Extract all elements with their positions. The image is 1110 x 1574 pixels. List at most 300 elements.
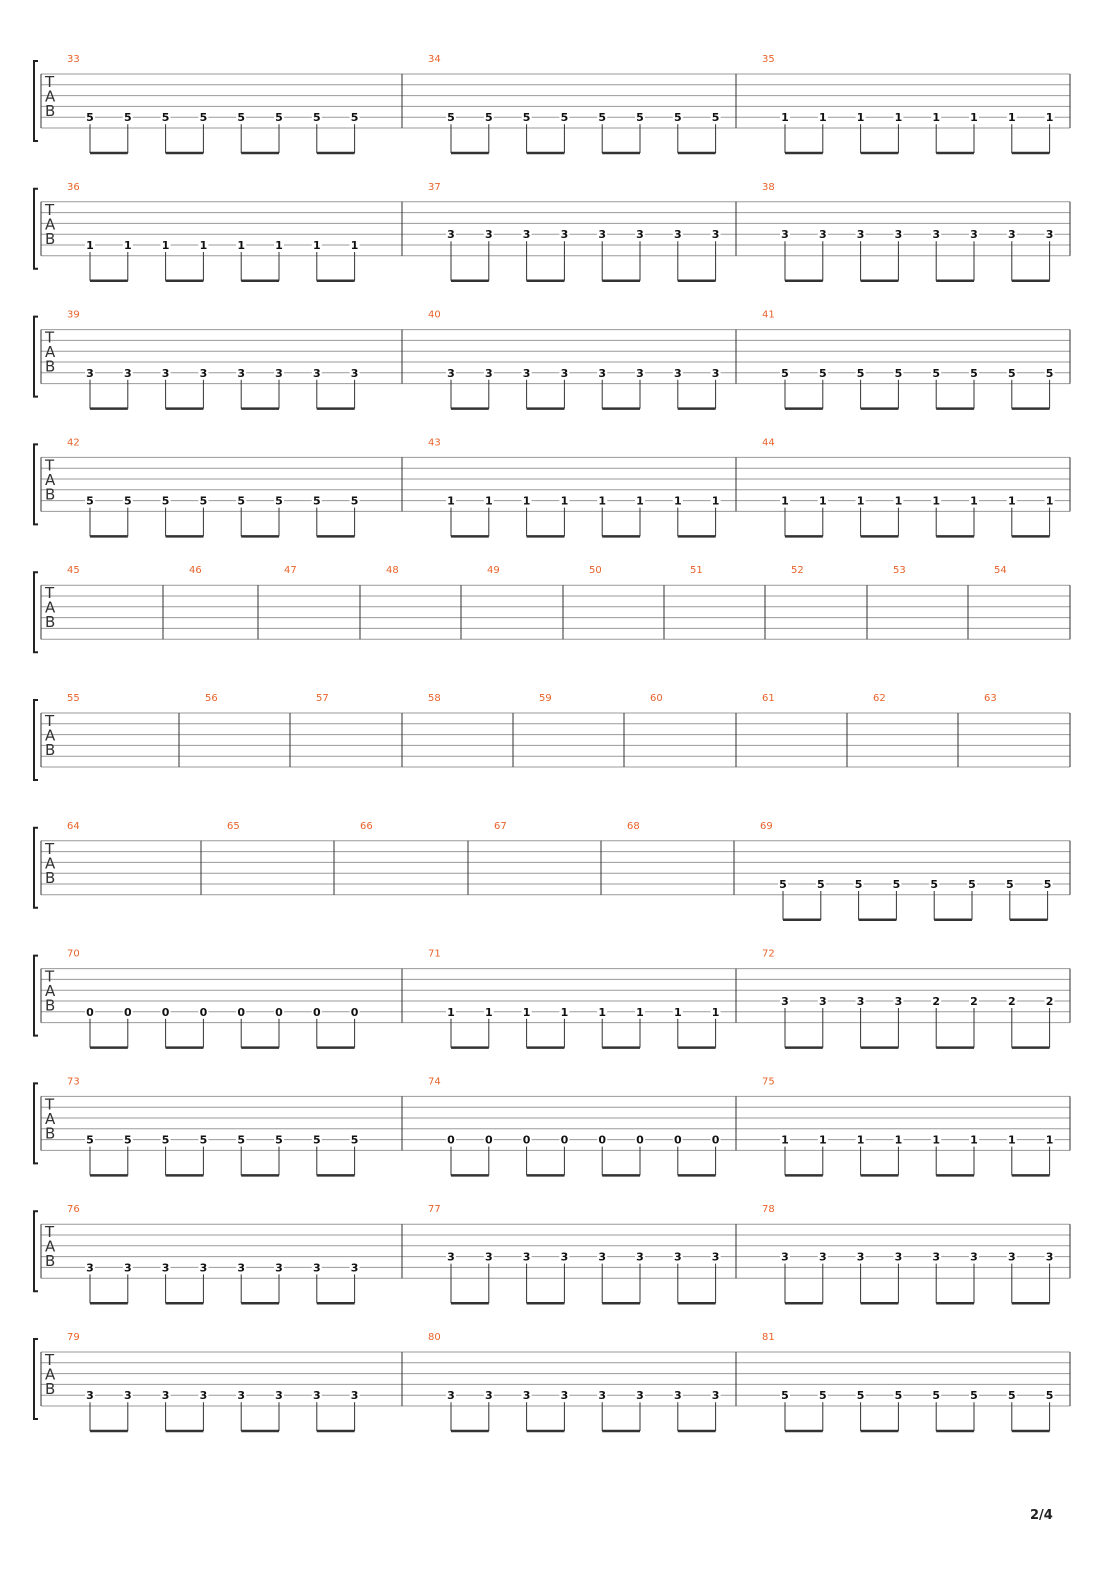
fret-number: 5 bbox=[711, 111, 720, 125]
fret-number: 1 bbox=[894, 111, 903, 125]
fret-number: 5 bbox=[818, 1389, 827, 1403]
fret-number: 1 bbox=[86, 239, 94, 252]
measure-number: 47 bbox=[284, 565, 297, 577]
tab-clef-letter: A bbox=[45, 598, 56, 617]
measure-number: 75 bbox=[762, 1076, 775, 1088]
tab-clef-letter: A bbox=[45, 1237, 56, 1256]
fret-number: 5 bbox=[779, 878, 787, 891]
fret-number: 1 bbox=[560, 494, 569, 508]
fret-number: 0 bbox=[161, 1005, 170, 1019]
fret-number: 3 bbox=[522, 1250, 531, 1264]
fret-number: 5 bbox=[856, 1389, 865, 1403]
tab-clef-letter: A bbox=[45, 726, 56, 745]
fret-number: 1 bbox=[522, 494, 531, 508]
tab-clef-letter: B bbox=[45, 357, 56, 376]
fret-number: 3 bbox=[598, 366, 607, 380]
fret-number: 1 bbox=[894, 494, 903, 508]
fret-number: 1 bbox=[818, 1133, 827, 1147]
fret-number: 5 bbox=[350, 494, 359, 508]
measure-number: 56 bbox=[205, 693, 218, 704]
fret-number: 1 bbox=[598, 494, 607, 508]
fret-number: 2 bbox=[932, 995, 941, 1008]
measure-number: 55 bbox=[67, 693, 80, 704]
measure-number: 41 bbox=[762, 309, 775, 321]
measure-number: 39 bbox=[67, 309, 80, 321]
measure-number: 66 bbox=[360, 820, 373, 832]
fret-number: 0 bbox=[673, 1133, 682, 1147]
fret-number: 3 bbox=[1007, 228, 1016, 242]
fret-number: 1 bbox=[161, 239, 170, 252]
fret-number: 5 bbox=[1007, 1389, 1016, 1403]
fret-number: 3 bbox=[636, 1389, 644, 1403]
measure-number: 74 bbox=[428, 1076, 441, 1088]
fret-number: 1 bbox=[673, 1005, 682, 1019]
measure-number: 70 bbox=[67, 948, 80, 960]
tab-clef-letter: A bbox=[45, 1109, 56, 1128]
fret-number: 3 bbox=[312, 1389, 321, 1403]
fret-number: 1 bbox=[237, 239, 246, 252]
system-brace bbox=[34, 444, 38, 524]
fret-number: 5 bbox=[161, 494, 170, 508]
fret-number: 3 bbox=[781, 995, 789, 1008]
fret-number: 3 bbox=[161, 1389, 170, 1403]
measure-number: 37 bbox=[428, 181, 441, 193]
measure-number: 53 bbox=[893, 565, 906, 577]
measure-number: 38 bbox=[762, 181, 775, 193]
fret-number: 3 bbox=[199, 1261, 208, 1275]
fret-number: 3 bbox=[312, 366, 321, 380]
fret-number: 5 bbox=[86, 494, 94, 508]
tab-clef-letter: B bbox=[45, 613, 56, 632]
fret-number: 3 bbox=[275, 1389, 283, 1403]
fret-number: 1 bbox=[1007, 1133, 1016, 1147]
fret-number: 3 bbox=[711, 1389, 720, 1403]
tab-clef-letter: T bbox=[45, 712, 55, 730]
measure-number: 67 bbox=[494, 820, 507, 832]
tab-clef-letter: A bbox=[45, 215, 56, 234]
fret-number: 1 bbox=[970, 111, 978, 125]
fret-number: 1 bbox=[781, 1133, 789, 1147]
fret-number: 0 bbox=[598, 1133, 607, 1147]
fret-number: 3 bbox=[1045, 1250, 1054, 1264]
fret-number: 1 bbox=[932, 494, 941, 508]
system-brace bbox=[34, 956, 38, 1036]
fret-number: 1 bbox=[350, 239, 359, 252]
fret-number: 1 bbox=[932, 1133, 941, 1147]
fret-number: 3 bbox=[123, 1261, 132, 1275]
fret-number: 3 bbox=[275, 366, 283, 380]
fret-number: 0 bbox=[86, 1005, 94, 1019]
tab-clef-letter: B bbox=[45, 868, 56, 887]
fret-number: 5 bbox=[312, 1133, 321, 1147]
fret-number: 5 bbox=[781, 366, 789, 380]
fret-number: 1 bbox=[1007, 494, 1016, 508]
fret-number: 5 bbox=[123, 1133, 132, 1147]
fret-number: 3 bbox=[636, 366, 644, 380]
fret-number: 5 bbox=[237, 111, 246, 125]
tab-clef-letter: B bbox=[45, 996, 56, 1015]
tab-clef-letter: B bbox=[45, 1380, 56, 1398]
fret-number: 3 bbox=[711, 1250, 720, 1264]
fret-number: 0 bbox=[636, 1133, 644, 1147]
fret-number: 5 bbox=[816, 878, 825, 891]
fret-number: 3 bbox=[673, 1389, 682, 1403]
fret-number: 1 bbox=[856, 1133, 865, 1147]
fret-number: 5 bbox=[312, 111, 321, 125]
fret-number: 5 bbox=[86, 111, 94, 125]
tab-clef-letter: T bbox=[45, 456, 55, 475]
fret-number: 5 bbox=[1007, 366, 1016, 380]
measure-number: 44 bbox=[762, 437, 775, 449]
fret-number: 1 bbox=[447, 1005, 455, 1019]
fret-number: 5 bbox=[522, 111, 531, 125]
tab-clef-letter: T bbox=[45, 1223, 55, 1242]
system-brace bbox=[34, 1339, 38, 1419]
measure-number: 40 bbox=[428, 309, 441, 321]
fret-number: 3 bbox=[781, 1250, 789, 1264]
fret-number: 0 bbox=[312, 1005, 321, 1019]
measure-number: 76 bbox=[67, 1204, 80, 1216]
fret-number: 3 bbox=[818, 995, 827, 1008]
fret-number: 3 bbox=[522, 1389, 531, 1403]
fret-number: 3 bbox=[161, 366, 170, 380]
measure-number: 51 bbox=[690, 565, 703, 577]
fret-number: 5 bbox=[970, 366, 978, 380]
fret-number: 3 bbox=[237, 366, 246, 380]
system-brace bbox=[34, 61, 38, 141]
fret-number: 0 bbox=[350, 1005, 359, 1019]
fret-number: 5 bbox=[968, 878, 976, 891]
fret-number: 3 bbox=[673, 228, 682, 242]
measure-number: 49 bbox=[487, 565, 500, 577]
measure-number: 43 bbox=[428, 437, 441, 449]
fret-number: 5 bbox=[447, 111, 455, 125]
fret-number: 3 bbox=[447, 1250, 455, 1264]
fret-number: 5 bbox=[894, 366, 903, 380]
fret-number: 3 bbox=[894, 1250, 903, 1264]
fret-number: 1 bbox=[818, 111, 827, 125]
fret-number: 1 bbox=[636, 494, 644, 508]
tab-system bbox=[34, 1332, 1070, 1431]
fret-number: 5 bbox=[199, 494, 208, 508]
fret-number: 3 bbox=[1045, 228, 1054, 242]
tab-clef-letter: A bbox=[45, 1365, 56, 1384]
fret-number: 3 bbox=[447, 1389, 455, 1403]
fret-number: 3 bbox=[350, 366, 359, 380]
fret-number: 5 bbox=[86, 1133, 94, 1147]
fret-number: 3 bbox=[598, 1389, 607, 1403]
measure-number: 54 bbox=[994, 565, 1007, 577]
tab-system bbox=[34, 1076, 1070, 1175]
fret-number: 3 bbox=[522, 228, 531, 242]
fret-number: 1 bbox=[484, 494, 493, 508]
fret-number: 0 bbox=[484, 1133, 493, 1147]
fret-number: 3 bbox=[560, 366, 569, 380]
fret-number: 1 bbox=[970, 1133, 978, 1147]
fret-number: 5 bbox=[854, 878, 863, 891]
fret-number: 3 bbox=[484, 1389, 493, 1403]
fret-number: 0 bbox=[237, 1005, 246, 1019]
fret-number: 1 bbox=[818, 494, 827, 508]
tab-clef-letter: B bbox=[45, 741, 56, 759]
tab-system bbox=[34, 949, 1070, 1048]
fret-number: 0 bbox=[711, 1133, 720, 1147]
fret-number: 3 bbox=[894, 228, 903, 242]
measure-number: 36 bbox=[67, 181, 80, 193]
fret-number: 3 bbox=[275, 1261, 283, 1275]
system-brace bbox=[34, 1211, 38, 1291]
measure-number: 68 bbox=[627, 820, 640, 832]
system-brace bbox=[34, 700, 38, 780]
fret-number: 1 bbox=[1045, 494, 1054, 508]
fret-number: 1 bbox=[312, 239, 321, 252]
measure-number: 59 bbox=[539, 693, 552, 704]
measure-number: 72 bbox=[762, 948, 775, 960]
tab-system bbox=[34, 821, 1070, 920]
fret-number: 3 bbox=[237, 1389, 246, 1403]
tab-clef-letter: A bbox=[45, 343, 56, 362]
fret-number: 5 bbox=[673, 111, 682, 125]
fret-number: 5 bbox=[598, 111, 607, 125]
tab-clef-letter: A bbox=[45, 470, 56, 489]
measure-number: 80 bbox=[428, 1332, 441, 1343]
fret-number: 3 bbox=[970, 1250, 978, 1264]
tab-clef-letter: T bbox=[45, 73, 55, 91]
fret-number: 5 bbox=[636, 111, 644, 125]
fret-number: 3 bbox=[522, 366, 531, 380]
fret-number: 1 bbox=[484, 1005, 493, 1019]
fret-number: 3 bbox=[312, 1261, 321, 1275]
fret-number: 3 bbox=[123, 366, 132, 380]
fret-number: 5 bbox=[237, 494, 246, 508]
fret-number: 1 bbox=[894, 1133, 903, 1147]
measure-number: 81 bbox=[762, 1332, 775, 1343]
fret-number: 5 bbox=[237, 1133, 246, 1147]
fret-number: 0 bbox=[123, 1005, 132, 1019]
fret-number: 3 bbox=[86, 1389, 94, 1403]
fret-number: 5 bbox=[560, 111, 569, 125]
fret-number: 5 bbox=[818, 366, 827, 380]
fret-number: 5 bbox=[123, 494, 132, 508]
tab-system bbox=[34, 1204, 1070, 1303]
fret-number: 1 bbox=[932, 111, 941, 125]
measure-number: 58 bbox=[428, 693, 441, 704]
fret-number: 3 bbox=[781, 228, 789, 242]
fret-number: 3 bbox=[856, 1250, 865, 1264]
tab-clef-letter: T bbox=[45, 1095, 55, 1114]
fret-number: 5 bbox=[199, 1133, 208, 1147]
fret-number: 1 bbox=[1007, 111, 1016, 125]
measure-number: 60 bbox=[650, 693, 663, 704]
measure-number: 64 bbox=[67, 820, 80, 832]
tab-clef-letter: T bbox=[45, 967, 55, 986]
measure-number: 69 bbox=[760, 820, 773, 832]
measure-number: 61 bbox=[762, 693, 775, 704]
fret-number: 5 bbox=[1045, 366, 1054, 380]
fret-number: 3 bbox=[598, 1250, 607, 1264]
tab-system bbox=[34, 310, 1070, 409]
fret-number: 5 bbox=[484, 111, 493, 125]
fret-number: 3 bbox=[711, 228, 720, 242]
fret-number: 1 bbox=[636, 1005, 644, 1019]
measure-number: 57 bbox=[316, 693, 329, 704]
fret-number: 1 bbox=[598, 1005, 607, 1019]
fret-number: 3 bbox=[484, 228, 493, 242]
fret-number: 5 bbox=[275, 1133, 283, 1147]
fret-number: 3 bbox=[711, 366, 720, 380]
fret-number: 2 bbox=[970, 995, 978, 1008]
fret-number: 1 bbox=[522, 1005, 531, 1019]
measure-number: 71 bbox=[428, 948, 441, 960]
measure-number: 33 bbox=[67, 54, 80, 65]
system-brace bbox=[34, 572, 38, 652]
fret-number: 3 bbox=[1007, 1250, 1016, 1264]
fret-number: 1 bbox=[711, 1005, 720, 1019]
fret-number: 2 bbox=[1007, 995, 1016, 1008]
fret-number: 5 bbox=[275, 111, 283, 125]
measure-number: 78 bbox=[762, 1204, 775, 1216]
tab-system bbox=[34, 693, 1070, 780]
fret-number: 3 bbox=[484, 1250, 493, 1264]
measure-number: 42 bbox=[67, 437, 80, 449]
fret-number: 5 bbox=[930, 878, 939, 891]
fret-number: 3 bbox=[237, 1261, 246, 1275]
fret-number: 5 bbox=[781, 1389, 789, 1403]
fret-number: 3 bbox=[818, 1250, 827, 1264]
system-brace bbox=[34, 317, 38, 397]
fret-number: 5 bbox=[892, 878, 901, 891]
fret-number: 0 bbox=[199, 1005, 208, 1019]
fret-number: 3 bbox=[894, 995, 903, 1008]
tab-system bbox=[34, 182, 1070, 281]
fret-number: 3 bbox=[447, 228, 455, 242]
tab-clef-letter: A bbox=[45, 982, 56, 1001]
fret-number: 0 bbox=[560, 1133, 569, 1147]
fret-number: 3 bbox=[123, 1389, 132, 1403]
tab-clef-letter: B bbox=[45, 102, 56, 120]
fret-number: 1 bbox=[447, 494, 455, 508]
tab-clef-letter: T bbox=[45, 1351, 55, 1369]
fret-number: 5 bbox=[199, 111, 208, 125]
measure-number: 45 bbox=[67, 565, 80, 577]
fret-number: 3 bbox=[970, 228, 978, 242]
fret-number: 3 bbox=[161, 1261, 170, 1275]
fret-number: 5 bbox=[312, 494, 321, 508]
tab-clef-letter: T bbox=[45, 584, 55, 603]
fret-number: 5 bbox=[932, 366, 941, 380]
fret-number: 3 bbox=[484, 366, 493, 380]
measure-number: 73 bbox=[67, 1076, 80, 1088]
fret-number: 3 bbox=[86, 1261, 94, 1275]
fret-number: 5 bbox=[275, 494, 283, 508]
fret-number: 1 bbox=[781, 111, 789, 125]
fret-number: 3 bbox=[673, 1250, 682, 1264]
fret-number: 5 bbox=[123, 111, 132, 125]
fret-number: 5 bbox=[894, 1389, 903, 1403]
fret-number: 1 bbox=[560, 1005, 569, 1019]
fret-number: 3 bbox=[560, 1250, 569, 1264]
system-brace bbox=[34, 189, 38, 269]
measure-number: 48 bbox=[386, 565, 399, 577]
fret-number: 0 bbox=[275, 1005, 283, 1019]
system-brace bbox=[34, 828, 38, 908]
fret-number: 3 bbox=[932, 1250, 941, 1264]
measure-number: 52 bbox=[791, 565, 804, 577]
system-brace bbox=[34, 1083, 38, 1163]
fret-number: 5 bbox=[1043, 878, 1052, 891]
tab-clef-letter: A bbox=[45, 87, 56, 106]
fret-number: 3 bbox=[856, 995, 865, 1008]
fret-number: 1 bbox=[199, 239, 208, 252]
fret-number: 3 bbox=[560, 1389, 569, 1403]
measure-number: 34 bbox=[428, 54, 441, 65]
tab-clef-letter: B bbox=[45, 229, 56, 248]
fret-number: 1 bbox=[123, 239, 132, 252]
fret-number: 5 bbox=[1005, 878, 1014, 891]
fret-number: 1 bbox=[970, 494, 978, 508]
measure-number: 77 bbox=[428, 1204, 441, 1216]
fret-number: 3 bbox=[86, 366, 94, 380]
tab-clef-letter: B bbox=[45, 1252, 56, 1271]
fret-number: 5 bbox=[932, 1389, 941, 1403]
fret-number: 3 bbox=[636, 228, 644, 242]
measure-number: 63 bbox=[984, 693, 997, 704]
tab-clef-letter: T bbox=[45, 328, 55, 347]
fret-number: 5 bbox=[350, 111, 359, 125]
fret-number: 1 bbox=[673, 494, 682, 508]
fret-number: 2 bbox=[1045, 995, 1054, 1008]
fret-number: 1 bbox=[856, 111, 865, 125]
fret-number: 1 bbox=[1045, 111, 1054, 125]
tab-system bbox=[34, 54, 1070, 153]
tab-clef-letter: T bbox=[45, 839, 55, 858]
measure-number: 79 bbox=[67, 1332, 80, 1343]
fret-number: 3 bbox=[447, 366, 455, 380]
fret-number: 0 bbox=[522, 1133, 531, 1147]
fret-number: 3 bbox=[350, 1389, 359, 1403]
measure-number: 35 bbox=[762, 54, 775, 65]
fret-number: 3 bbox=[673, 366, 682, 380]
fret-number: 1 bbox=[275, 239, 283, 252]
tab-clef-letter: A bbox=[45, 854, 56, 873]
measure-number: 46 bbox=[189, 565, 202, 577]
fret-number: 3 bbox=[560, 228, 569, 242]
tab-system bbox=[34, 565, 1070, 652]
fret-number: 5 bbox=[1045, 1389, 1054, 1403]
tab-clef-letter: T bbox=[45, 200, 55, 219]
fret-number: 3 bbox=[350, 1261, 359, 1275]
fret-number: 3 bbox=[636, 1250, 644, 1264]
fret-number: 1 bbox=[856, 494, 865, 508]
fret-number: 3 bbox=[199, 366, 208, 380]
fret-number: 1 bbox=[1045, 1133, 1054, 1147]
measure-number: 65 bbox=[227, 820, 240, 832]
fret-number: 3 bbox=[856, 228, 865, 242]
fret-number: 1 bbox=[711, 494, 720, 508]
measure-number: 50 bbox=[589, 565, 602, 577]
fret-number: 5 bbox=[350, 1133, 359, 1147]
tab-clef-letter: B bbox=[45, 485, 56, 504]
fret-number: 5 bbox=[970, 1389, 978, 1403]
fret-number: 5 bbox=[161, 1133, 170, 1147]
fret-number: 3 bbox=[598, 228, 607, 242]
fret-number: 5 bbox=[161, 111, 170, 125]
fret-number: 0 bbox=[447, 1133, 455, 1147]
fret-number: 3 bbox=[818, 228, 827, 242]
fret-number: 3 bbox=[199, 1389, 208, 1403]
fret-number: 5 bbox=[856, 366, 865, 380]
fret-number: 3 bbox=[932, 228, 941, 242]
